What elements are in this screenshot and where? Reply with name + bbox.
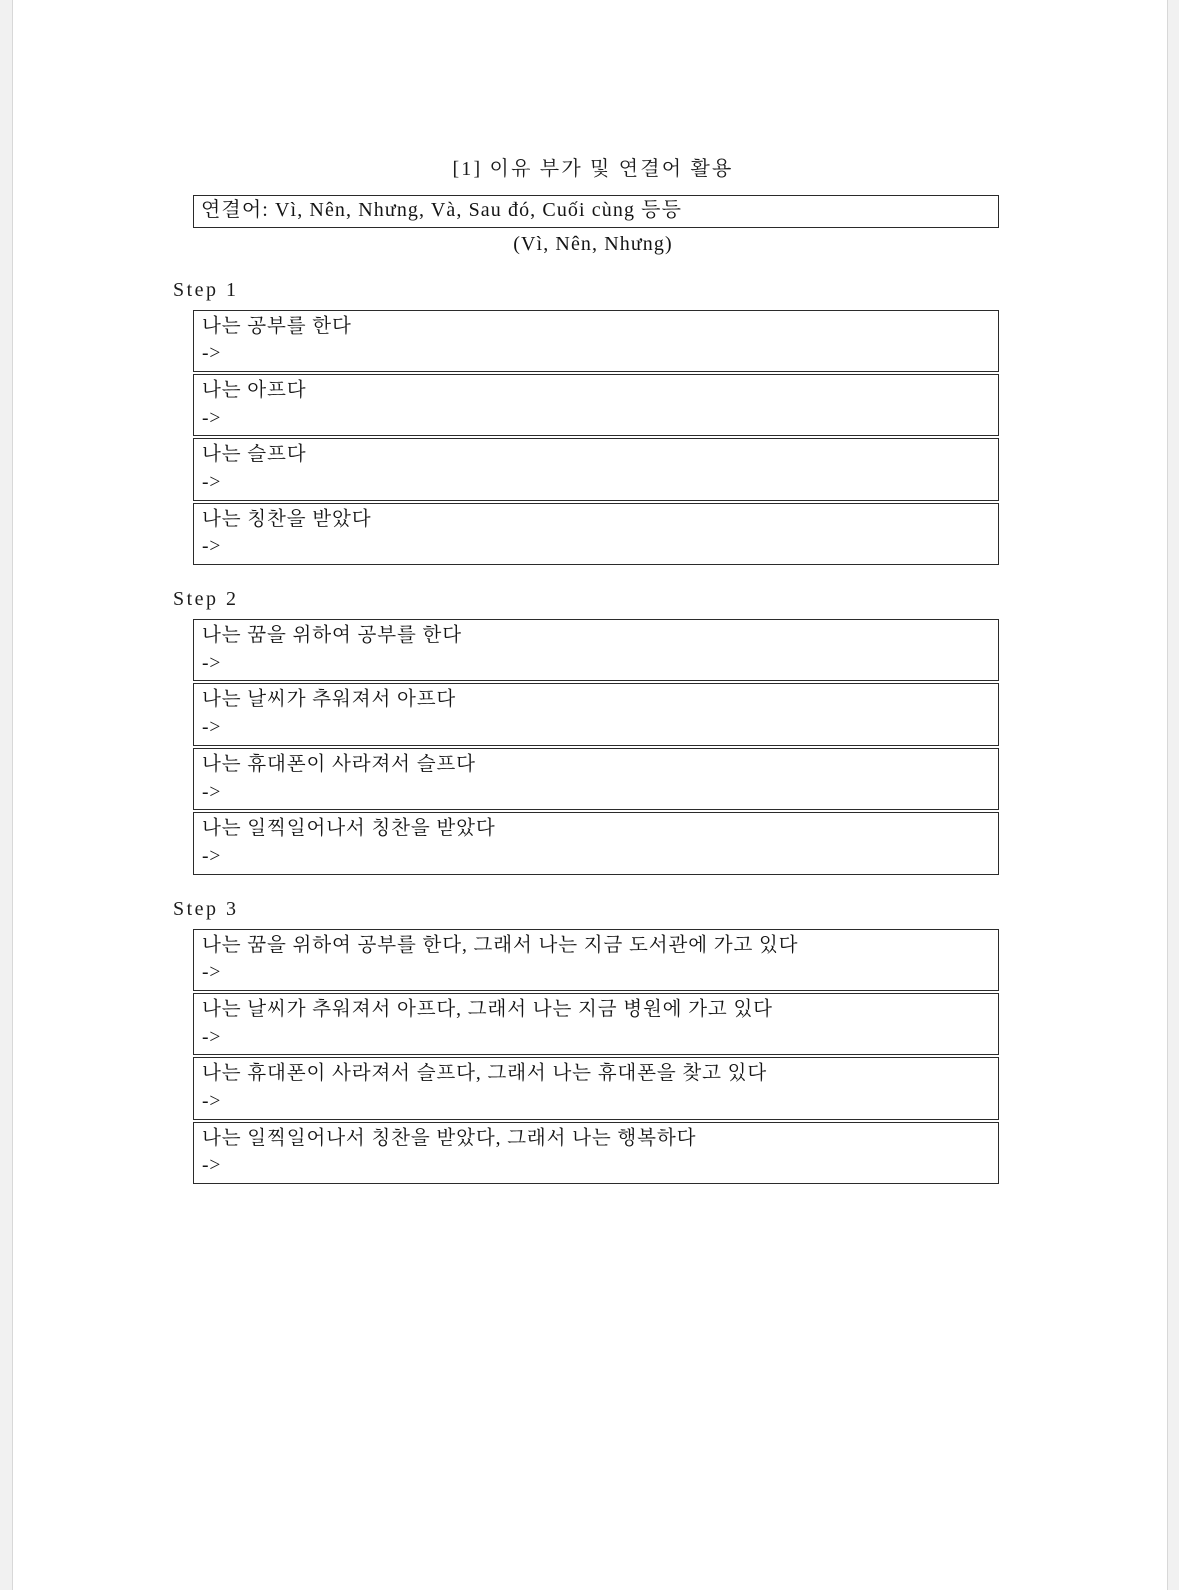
sentence-box[interactable] <box>193 310 999 372</box>
answer-arrow[interactable]: -> <box>202 652 222 674</box>
sentence-box[interactable] <box>193 438 999 500</box>
answer-arrow[interactable]: -> <box>202 407 222 429</box>
step-label-1: Step 1 <box>173 278 239 301</box>
answer-arrow[interactable]: -> <box>202 1091 222 1113</box>
document-page <box>12 0 1168 1590</box>
answer-arrow[interactable]: -> <box>202 717 222 739</box>
step-group-1 <box>193 310 999 566</box>
sentence-box[interactable] <box>193 503 999 565</box>
connective-words-box <box>193 195 999 228</box>
sentence-box[interactable] <box>193 619 999 681</box>
sentence-text: 나는 휴대폰이 사라져서 슬프다, 그래서 나는 휴대폰을 찾고 있다 <box>202 1063 768 1085</box>
sentence-box[interactable] <box>193 993 999 1055</box>
sentence-text: 나는 일찍일어나서 칭찬을 받았다 <box>202 818 496 840</box>
sentence-text: 나는 아프다 <box>202 379 307 401</box>
sentence-text: 나는 꿈을 위하여 공부를 한다, 그래서 나는 지금 도서관에 가고 있다 <box>202 934 799 956</box>
step-group-2 <box>193 619 999 875</box>
answer-arrow[interactable]: -> <box>202 1026 222 1048</box>
answer-arrow[interactable]: -> <box>202 1155 222 1177</box>
step-label-3: Step 3 <box>173 897 239 920</box>
sentence-text: 나는 꿈을 위하여 공부를 한다 <box>202 625 462 647</box>
answer-arrow[interactable]: -> <box>202 845 222 867</box>
connective-words-text: 연결어: Vì, Nên, Nhưng, Và, Sau đó, Cuối cùng 등등 <box>201 199 682 221</box>
sentence-text: 나는 날씨가 추워져서 아프다 <box>202 689 457 711</box>
sentence-box[interactable] <box>193 812 999 874</box>
sentence-text: 나는 공부를 한다 <box>202 315 352 337</box>
sentence-box[interactable] <box>193 683 999 745</box>
connective-subtitle: (Vì, Nên, Nhưng) <box>513 232 673 255</box>
sentence-text: 나는 슬프다 <box>202 444 307 466</box>
sentence-box[interactable] <box>193 929 999 991</box>
answer-arrow[interactable]: -> <box>202 472 222 494</box>
answer-arrow[interactable]: -> <box>202 536 222 558</box>
answer-arrow[interactable]: -> <box>202 343 222 365</box>
sentence-box[interactable] <box>193 374 999 436</box>
sentence-box[interactable] <box>193 748 999 810</box>
answer-arrow[interactable]: -> <box>202 781 222 803</box>
sentence-text: 나는 일찍일어나서 칭찬을 받았다, 그래서 나는 행복하다 <box>202 1127 697 1149</box>
step-group-3 <box>193 929 999 1185</box>
sentence-text: 나는 휴대폰이 사라져서 슬프다 <box>202 753 476 775</box>
answer-arrow[interactable]: -> <box>202 962 222 984</box>
page-title: [1] 이유 부가 및 연결어 활용 <box>452 158 734 180</box>
sentence-box[interactable] <box>193 1057 999 1119</box>
sentence-text: 나는 날씨가 추워져서 아프다, 그래서 나는 지금 병원에 가고 있다 <box>202 998 773 1020</box>
step-label-2: Step 2 <box>173 588 239 611</box>
sentence-box[interactable] <box>193 1122 999 1184</box>
document-content <box>171 152 1001 1186</box>
sentence-text: 나는 칭찬을 받았다 <box>202 508 372 530</box>
